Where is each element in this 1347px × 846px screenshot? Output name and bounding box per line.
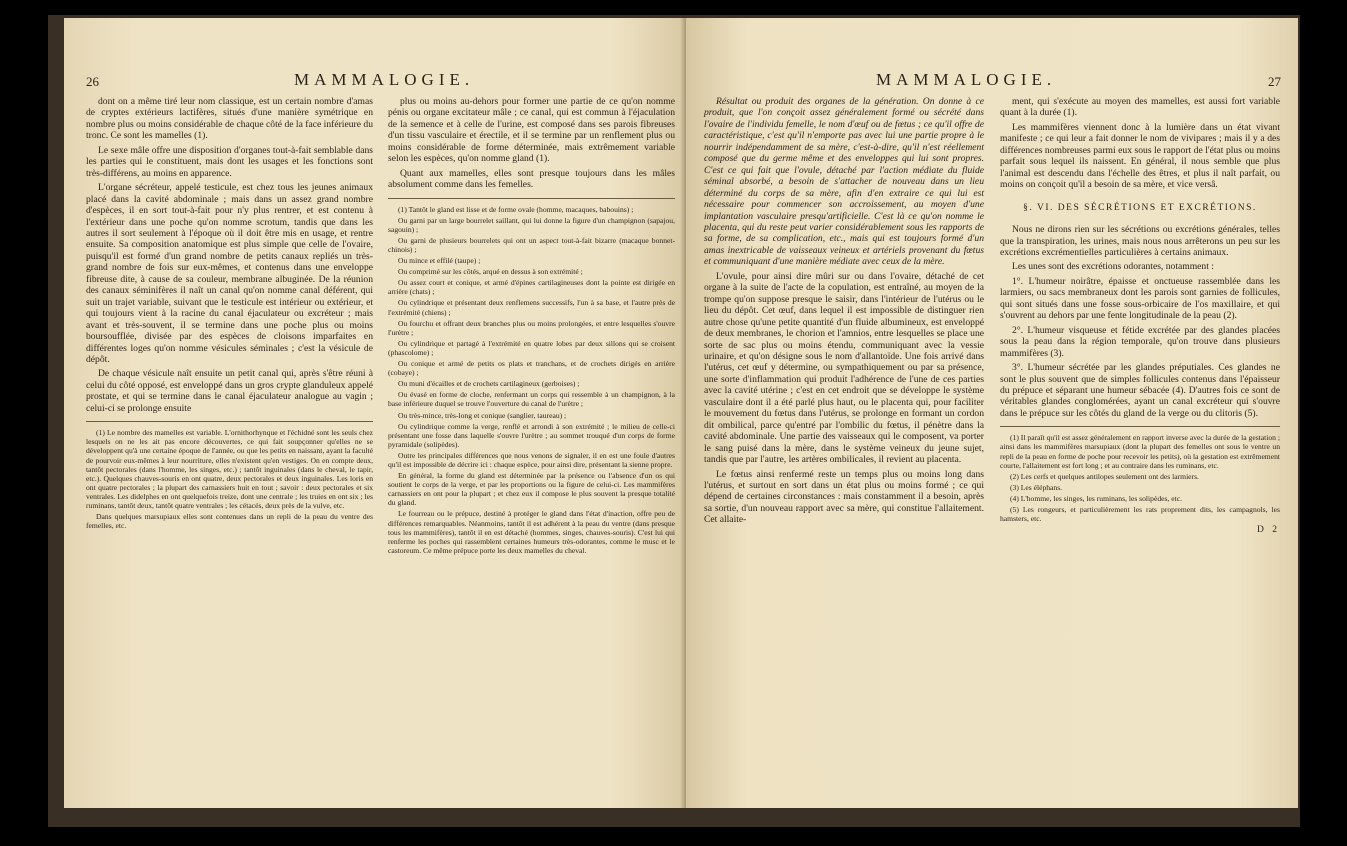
footnote-rule: [388, 198, 675, 199]
footnote: Ou évasé en forme de cloche, renfermant un corps qui ressemble à un champignon, à la base inférieure duquel se trouve l'ouverture du canal de l'urètre ;: [388, 390, 675, 409]
left-column-2: [388, 96, 675, 557]
footnote: (1) Tantôt le gland est lisse et de forme ovale (homme, macaques, babouins) ;: [398, 204, 634, 214]
footnote: (2) Les cerfs et quelques antilopes seulement ont des larmiers.: [1010, 471, 1199, 481]
footnote: Ou très-mince, très-long et conique (sanglier, taureau) ;: [398, 410, 567, 420]
paragraph: 2°. L'humeur visqueuse et fétide excrétée par des glandes placées sous la peau dans la région temporale, qu'on trouve dans plusieurs mammifères (3).: [1000, 324, 1280, 359]
page-number: 27: [1268, 74, 1281, 89]
footnote: Ou cylindrique et partagé à l'extrémité en quatre lobes par deux sillons qui se croisent (phascolome) ;: [388, 338, 675, 357]
footnote: (1) Le nombre des mamelles est variable. L'ornithorhynque et l'échidné sont les seuls chez lesquels on ne les ait pas encore découvertes, ce qui fait soupçonner qu'elles ne se développent qu'à une certaine époque de l'année, ou que les petits en naissant, ayant la faculté de pourvoir eux-mêmes à leur nourriture, elles n'existent qu'en vestiges. On en compte deux, tantôt pectorales (dans l'homme, les singes, etc.) ; tantôt inguinales (dans le cheval, le tapir, etc.). Quelques chauves-souris en ont quatre, deux pectorales et deux inguinales. Les loris en ont quatre pectorales ; la plupart des carnassiers huit en tout ; savoir : deux pectorales et six ventrales. Les didelphes en ont quelquefois treize, dont une centrale ; les truies en ont six ; les ruminans, tantôt deux, tantôt quatre ventrales ; les cétacés, deux près de la vulve, etc.: [86, 428, 373, 510]
footnote: Ou cylindrique comme la verge, renflé et arrondi à son extrémité ; le milieu de celle-ci présentant une fosse dans laquelle s'ouvre l'urètre ; au sommet trouqué d'un corps de forme pyramidale (solipèdes).: [388, 421, 675, 449]
footnote: Outre les principales différences que nous venons de signaler, il en est une foule d'autres qu'il est impossible de décrire ici : chaque espèce, pour ainsi dire, présentant la sienne propre.: [388, 450, 675, 469]
paragraph: Le sexe mâle offre une disposition d'organes tout-à-fait semblable dans les parties qui le constituent, mais dont les usages et les fonctions sont très-différens, au moins en apparence.: [86, 144, 373, 179]
paragraph: Le fœtus ainsi renfermé reste un temps plus ou moins long dans l'utérus, et surtout en sort dans un état plus ou moins formé ; ce qui dépend de certaines circonstances : mais constamment il a besoin, après sa sortie, d'un nouveau rapport avec sa mère, qui constitue l'allaitement. Cet allaite-: [704, 468, 984, 526]
paragraph: 1°. L'humeur noirâtre, épaisse et onctueuse rassemblée dans les larmiers, ou sacs membraneux dont les parois sont garnies de follicules, qui sont situés dans une fosse sous-orbicaire de l'os maxillaire, et qui s'ouvrent au dehors par une fente longitudinale de la peau (2).: [1000, 275, 1280, 322]
footnote: Le fourreau ou le prépuce, destiné à protéger le gland dans l'état d'inaction, offre peu de différences remarquables. Néanmoins, tantôt il est adhérent à la peau du ventre (dans presque tous les mammifères), tantôt il en est détaché (hommes, singes, chauves-souris). C'est lui qui renferme les poches qui rassemblent certaines humeurs très-odorantes, comme le musc et le castoreum. Ce même prépuce porte les deux mamelles du cheval.: [388, 509, 675, 555]
footnote: (3) Les éléphans.: [1010, 482, 1063, 492]
paragraph: 3°. L'humeur sécrétée par les glandes préputiales. Ces glandes ne sont le plus souvent que de simples follicules contenus dans l'épaisseur du prépuce et séparant une humeur sébacée (4). D'autres fois ce sont de véritables glandes conglomérées, ayant un canal excréteur qui s'ouvre dans le prépuce sur les côtés du gland de la verge ou du clitoris (5).: [1000, 362, 1280, 419]
paragraph: plus ou moins au-dehors pour former une partie de ce qu'on nomme pénis ou organe excitateur mâle ; ce canal, qui est commun à l'éjaculation de la semence et à celle de l'urine, est composé dans ses parois fibreuses d'un tissu vasculaire et érectile, et il se termine par un renflement plus ou moins considérable de forme déterminée, mais extrêmement variable selon les espèces, qu'on nomme gland (1).: [388, 96, 675, 165]
paragraph: L'organe sécréteur, appelé testicule, est chez tous les jeunes animaux placé dans la cavité abdominale ; mais dans un assez grand nombre d'espèces, il en sort tout-à-fait pour n'y plus rentrer, et est contenu à l'extérieur dans une poche qu'on nomme scrotum, tandis que dans les autres il sort seulement à l'époque où il doit être mis en usage, et rentre ensuite. Sa composition anatomique est plus simple que celle de l'ovaire, puisqu'il est formé d'un grand nombre de petits canaux repliés un très-grand nombre de fois sur eux-mêmes, et contenus dans une enveloppe fibreuse dite, à cause de sa couleur, membrane albuginée. De la réunion des canaux séminifères il naît un canal qu'on nomme canal déférent, qui suit un trajet variable, suivant que le testicule est intérieur ou extérieur, et qui toujours vient à la racine du canal éjaculateur ou excréteur ; mais avant et très-souvent, il se termine dans une poche plus ou moins boursoufflée, divisée par des espèces de cloisons imparfaites en différentes loges qu'on nomme vésicules séminales ; c'est la vésicule de dépôt.: [86, 182, 373, 365]
paragraph: Nous ne dirons rien sur les sécrétions ou excrétions générales, telles que la transpiration, les urines, mais nous nous arrêterons un peu sur les excrétions excrémentielles particulières à certains animaux.: [1000, 224, 1280, 258]
running-head: MAMMALOGIE.: [876, 70, 1057, 89]
footnote: Ou garni par un large bourrelet saillant, qui lui donne la figure d'un champignon (sapajou, sagouin) ;: [388, 215, 675, 234]
page-number: 26: [86, 74, 99, 89]
footnote-rule: [1000, 426, 1280, 427]
footnote: Ou comprimé sur les côtés, arqué en dessus à son extrémité ;: [398, 267, 583, 277]
right-column-2: [1000, 96, 1280, 537]
footnote: Ou conique et armé de petits os plats et tranchans, et de crochets dirigés en arrière (cobaye) ;: [388, 359, 675, 378]
paragraph: Les unes sont des excrétions odorantes, notamment :: [1012, 261, 1214, 273]
paragraph: Résultat ou produit des organes de la génération. On donne à ce produit, que l'on conçoit assez généralement formé ou sécrété dans l'ovaire de l'individu femelle, le nom d'œuf ou de fœtus ; ce qu'il offre de caractéristique, c'est qu'il n'emporte pas avec lui une partie propre à le nourrir indépendamment de sa mère, c'est-à-dire, qu'il n'est réellement composé que du germe même et des enveloppes qui lui sont propres. C'est ce qui fait que l'ovule, détaché par l'action médiate du fluide séminal absorbé, a besoin de s'attacher de nouveau dans un lieu déterminé du corps de sa mère, afin d'en extraire ce qui lui est nécessaire pour commencer son accroissement, au moyen d'une implantation vasculaire presqu'artificielle. C'est là ce qu'on nomme le placenta, qui du reste peut varier considérablement sous les rapports de sa forme, de sa complication, etc., mais qui est toujours formé d'un amas inextricable de vaisseaux veineux et artériels provenant du fœtus et communiquant d'une manière médiate avec ceux de la mère.: [704, 96, 984, 268]
paragraph: Quant aux mamelles, elles sont presque toujours dans les mâles absolument comme dans les femelles.: [388, 167, 675, 191]
paragraph: L'ovule, pour ainsi dire mûri sur ou dans l'ovaire, détaché de cet organe à la suite de l'acte de la copulation, est entraîné, au moyen de la trompe qu'on suppose presque le saisir, dans l'intérieur de l'utérus ou le lieu du dépôt. Cet œuf, dans lequel il est impossible de distinguer rien autre chose qu'une petite quantité d'un fluide albumineux, est enveloppé de deux membranes, le chorion et l'amnios, entre lesquelles se place une sorte de sac plus ou moins étendu, communiquant avec la vessie urinaire, et qu'on désigne sous le nom d'allantoïde. Une fois arrivé dans l'utérus, cet œuf y détermine, ou sympathiquement ou par sa présence, une sorte d'inflammation qui produit l'adhérence de l'une de ces parties avec la cavité utérine ; c'est en cet endroit que se développe le système vasculaire dont il a été parlé plus haut, ou le placenta qui, pour faciliter le mouvement du fœtus dans l'utérus, se prolonge en formant un cordon dit ombilical, parce qu'entré par l'ombilic du fœtus, il pénètre dans la cavité abdominale. Une partie des vaisseaux qui le composent, va porter le sang puisé dans la mère, dans le système veineux du jeune sujet, tandis que par l'autre, les artères ombilicales, il revient au placenta.: [704, 270, 984, 466]
footnote: Ou muni d'écailles et de crochets cartilagineux (gerboises) ;: [398, 379, 580, 389]
paragraph: ment, qui s'exécute au moyen des mamelles, est aussi fort variable quant à la durée (1).: [1000, 96, 1280, 119]
footnote: En général, la forme du gland est déterminée par la présence ou l'absence d'un os qui soutient le corps de la verge, et par les proportions ou la figure de celui-ci. Les mammifères carnassiers en ont pour la plupart ; et chez eux il compose le plus souvent la presque totalité du gland.: [388, 471, 675, 508]
footnote: Dans quelques marsupiaux elles sont contenues dans un repli de la peau du ventre des femelles, etc.: [86, 512, 373, 531]
signature-mark: D 2: [1257, 525, 1280, 536]
footnote: (5) Les rongeurs, et particulièrement les rats proprement dits, les campagnols, les hamsters, etc.: [1000, 504, 1280, 524]
footnote: Ou cylindrique et présentant deux renflemens successifs, l'un à sa base, et l'autre près de l'extrémité (chiens) ;: [388, 298, 675, 317]
paragraph: dont on a même tiré leur nom classique, est un certain nombre d'amas de cryptes extérieurs lactifères, situés d'une manière symétrique en nombre plus ou moins considérable de chaque côté de la face inférieure du tronc. Ce sont les mamelles (1).: [86, 96, 373, 142]
footnote-rule: [86, 421, 373, 422]
running-head: MAMMALOGIE.: [294, 70, 475, 89]
section-heading: §. VI. DES SÉCRÉTIONS ET EXCRÉTIONS.: [1023, 202, 1257, 213]
paragraph: De chaque vésicule naît ensuite un petit canal qui, après s'être réuni à celui du côté opposé, est enveloppé dans un gros crypte glanduleux appelé prostate, et qui se termine dans le canal éjaculateur analogue au vagin ; celui-ci se prolonge ensuite: [86, 368, 373, 414]
footnote: Ou garni de plusieurs bourrelets qui ont un aspect tout-à-fait bizarre (macaque bonnet-chinois) ;: [388, 235, 675, 254]
footnote: Ou assez court et conique, et armé d'épines cartilagineuses dont la pointe est dirigée en arrière (chats) ;: [388, 278, 675, 297]
right-page: [686, 18, 1298, 808]
right-column-1: [704, 96, 984, 529]
paragraph: Les mammifères viennent donc à la lumière dans un état vivant manifeste ; ce qui leur a fait donner le nom de vivipares ; mais il y a des différences nombreuses parmi eux sous le rapport de l'état plus ou moins parfait sous lequel ils naissent. En général, il nous semble que plus l'animal est descendu dans l'échelle des êtres, et plus il naît parfait, ou moins on conçoit qu'il a besoin de sa mère, et vice versâ.: [1000, 121, 1280, 191]
footnote: (4) L'homme, les singes, les ruminans, les solipèdes, etc.: [1010, 493, 1182, 503]
footnote: Ou mince et effilé (taupe) ;: [398, 256, 481, 266]
left-column-1: [86, 96, 373, 532]
footnote: Ou fourchu et offrant deux branches plus ou moins prolongées, et entre lesquelles s'ouvre l'urètre ;: [388, 318, 675, 337]
left-page: [64, 18, 686, 808]
footnote: (1) Il paraît qu'il est assez généralement en rapport inverse avec la durée de la gestation ; ainsi dans les mammifères marsupiaux (dont la plupart des femelles ont sous le ventre un repli de la peau en forme de poche pour recevoir les petits), où la gestation est extrêmement courte, l'allaitement est fort long ; et au contraire dans les ruminans, etc.: [1000, 433, 1280, 470]
